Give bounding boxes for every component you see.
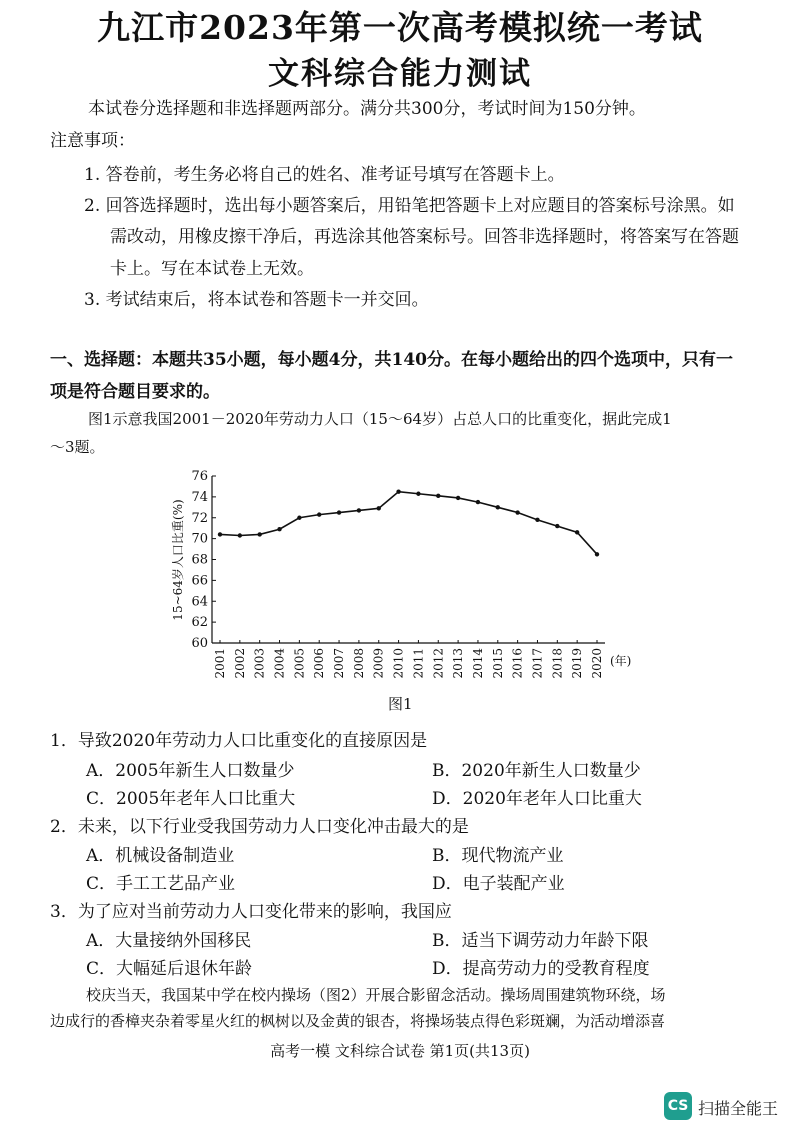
data-point (377, 506, 381, 510)
data-point (416, 492, 420, 496)
x-tick-label: 2019 (570, 648, 585, 679)
x-tick-label: 2001 (213, 648, 227, 679)
notice-item: 需改动，用橡皮擦干净后，再选涂其他答案标号。回答非选择题时，将答案写在答题 (110, 227, 739, 247)
x-tick-label: 2013 (451, 648, 466, 679)
y-tick-label: 64 (191, 594, 208, 610)
y-tick-label: 70 (191, 531, 208, 547)
x-tick-label: 2014 (470, 648, 485, 679)
x-tick-label: 2003 (252, 648, 267, 679)
option-b[interactable]: B．适当下调劳动力年龄下限 (432, 931, 649, 951)
y-tick-label: 76 (191, 469, 208, 484)
x-tick-label: 2006 (312, 648, 327, 679)
y-tick-label: 74 (191, 489, 208, 505)
data-point (238, 533, 242, 537)
x-tick-label: 2007 (332, 648, 347, 679)
watermark-text: 扫描全能王 (698, 1099, 779, 1118)
data-point (595, 552, 599, 556)
x-tick-label: 2017 (530, 648, 545, 679)
question-stem: 3．为了应对当前劳动力人口变化带来的影响，我国应 (50, 902, 452, 922)
option-c[interactable]: C．2005年老年人口比重大 (86, 789, 296, 809)
option-a[interactable]: A．2005年新生人口数量少 (86, 761, 295, 781)
data-point (515, 510, 519, 514)
line-chart (160, 460, 660, 700)
y-tick-label: 60 (191, 636, 208, 651)
notice-item: 2. 回答选择题时，选出每小题答案后，用铅笔把答题卡上对应题目的答案标号涂黑。如 (84, 196, 735, 216)
x-tick-label: 2015 (490, 648, 505, 679)
data-point (496, 505, 500, 509)
intro-text: 本试卷分选择题和非选择题两部分。满分共300分，考试时间为150分钟。 (88, 99, 646, 119)
notice-item: 卡上。写在本试卷上无效。 (110, 259, 314, 279)
data-point (257, 532, 261, 536)
data-point (575, 530, 579, 534)
exam-title: 九江市2023年第一次高考模拟统一考试 (97, 8, 703, 47)
option-a[interactable]: A．大量接纳外国移民 (86, 931, 252, 951)
x-tick-label: 2005 (292, 648, 307, 679)
x-tick-label: 2011 (411, 648, 426, 679)
x-tick-label: 2012 (431, 648, 446, 679)
data-point (337, 510, 341, 514)
section-heading: 一、选择题：本题共35小题，每小题4分，共140分。在每小题给出的四个选项中，只有一 (50, 350, 733, 370)
option-c[interactable]: C．大幅延后退休年龄 (86, 959, 253, 979)
option-b[interactable]: B．2020年新生人口数量少 (432, 761, 641, 781)
data-point (436, 494, 440, 498)
data-point (357, 508, 361, 512)
option-d[interactable]: D．电子装配产业 (432, 874, 565, 894)
x-tick-label: 2010 (391, 648, 406, 679)
option-b[interactable]: B．现代物流产业 (432, 846, 564, 866)
section-heading: 项是符合题目要求的。 (50, 382, 220, 402)
option-a[interactable]: A．机械设备制造业 (86, 846, 235, 866)
option-d[interactable]: D．2020年老年人口比重大 (432, 789, 642, 809)
question-stem: 2．未来，以下行业受我国劳动力人口变化冲击最大的是 (50, 817, 469, 837)
series-line (220, 492, 597, 555)
data-point (476, 500, 480, 504)
option-c[interactable]: C．手工工艺品产业 (86, 874, 236, 894)
notice-item: 1. 答卷前，考生务必将自己的姓名、准考证号填写在答题卡上。 (84, 165, 565, 185)
figure-intro: ～3题。 (50, 438, 105, 456)
y-tick-label: 68 (191, 552, 208, 568)
data-point (277, 527, 281, 531)
y-tick-label: 72 (191, 510, 208, 526)
figure-caption: 图1 (388, 695, 413, 713)
y-axis-label: 15~64岁人口比重(%) (171, 499, 185, 621)
y-tick-label: 66 (191, 573, 208, 589)
x-tick-label: 2020 (590, 648, 604, 679)
passage-text: 校庆当天，我国某中学在校内操场（图2）开展合影留念活动。操场周围建筑物环绕，场 (86, 986, 666, 1004)
y-tick-label: 62 (191, 615, 208, 631)
data-point (317, 512, 321, 516)
x-tick-label: 2009 (371, 648, 386, 679)
data-point (218, 532, 222, 536)
notice-item: 3. 考试结束后，将本试卷和答题卡一并交回。 (84, 290, 429, 310)
data-point (396, 489, 400, 493)
data-point (535, 518, 539, 522)
x-tick-label: 2008 (351, 648, 366, 679)
x-axis-label: (年) (610, 654, 632, 668)
figure-intro: 图1示意我国2001－2020年劳动力人口（15～64岁）占总人口的比重变化，据此完成1 (88, 410, 672, 428)
notice-heading: 注意事项： (50, 131, 135, 151)
data-point (555, 524, 559, 528)
camscanner-logo-icon: CS (664, 1092, 692, 1120)
x-tick-label: 2018 (550, 648, 565, 679)
exam-subtitle: 文科综合能力测试 (268, 56, 532, 92)
option-d[interactable]: D．提高劳动力的受教育程度 (432, 959, 650, 979)
data-point (456, 496, 460, 500)
x-tick-label: 2016 (510, 648, 525, 679)
data-point (297, 516, 301, 520)
passage-text: 边成行的香樟夹杂着零星火红的枫树以及金黄的银杏，将操场装点得色彩斑斓，为活动增添喜 (50, 1012, 666, 1030)
x-tick-label: 2002 (232, 648, 247, 679)
page-footer: 高考一模 文科综合试卷 第1页(共13页) (270, 1042, 530, 1060)
x-tick-label: 2004 (272, 648, 287, 679)
question-stem: 1．导致2020年劳动力人口比重变化的直接原因是 (50, 731, 428, 751)
